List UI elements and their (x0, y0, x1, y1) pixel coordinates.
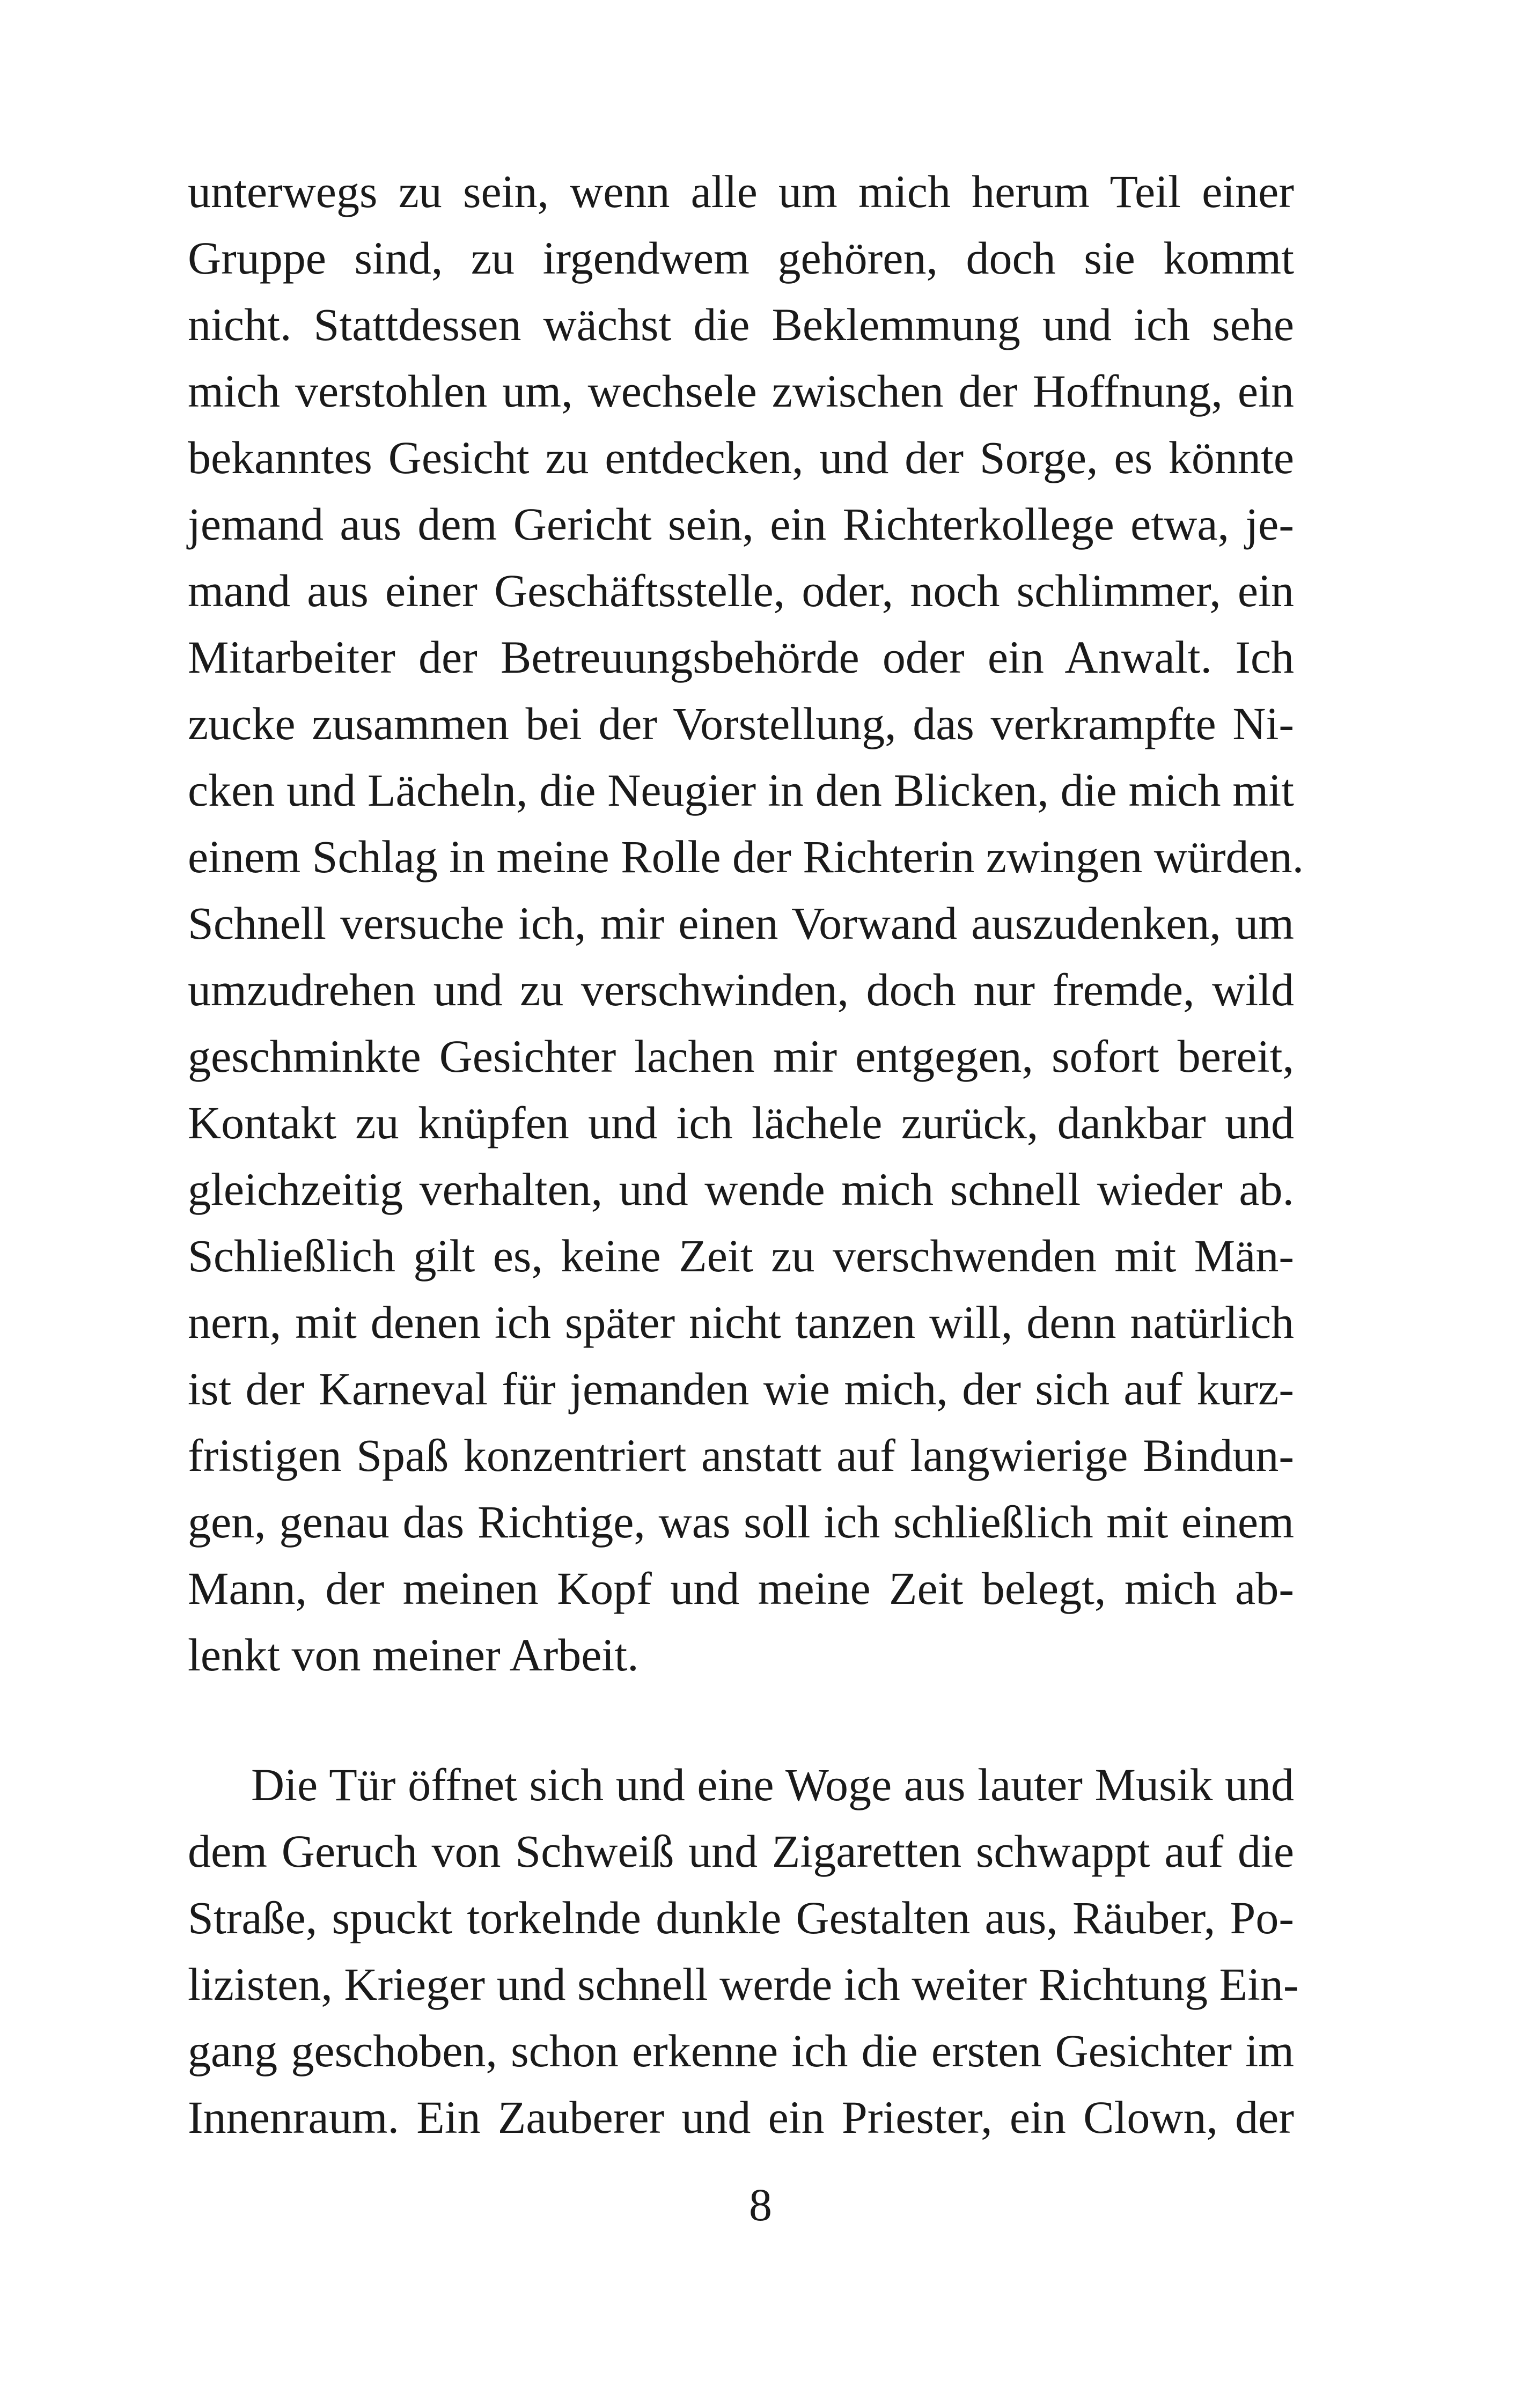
paragraph-2 (188, 1751, 1299, 2151)
text-line: gen, genau das Richtige, was soll ich schließlich mit einem (188, 1496, 1294, 1548)
text-line: Straße, spuckt torkelnde dunkle Gestalten aus, Räuber, Po- (188, 1892, 1294, 1943)
text-line: jemand aus dem Gericht sein, ein Richterkollege etwa, je- (188, 498, 1294, 550)
text-line: ist der Karneval für jemanden wie mich, der sich auf kurz- (188, 1363, 1294, 1415)
text-line: gang geschoben, schon erkenne ich die ersten Gesichter im (188, 2025, 1294, 2076)
page-number: 8 (749, 2179, 772, 2230)
text-line: lenkt von meiner Arbeit. (188, 1629, 639, 1681)
text-line: gleichzeitig verhalten, und wende mich schnell wieder ab. (188, 1164, 1294, 1215)
text-line: nern, mit denen ich später nicht tanzen will, denn natürlich (188, 1297, 1294, 1348)
text-line: dem Geruch von Schweiß und Zigaretten schwappt auf die (188, 1825, 1294, 1877)
text-line: Mann, der meinen Kopf und meine Zeit belegt, mich ab- (188, 1563, 1294, 1614)
text-line: umzudrehen und zu verschwinden, doch nur fremde, wild (188, 964, 1294, 1015)
paragraph-1 (188, 158, 1304, 1688)
text-line: cken und Lächeln, die Neugier in den Blicken, die mich mit (188, 764, 1294, 816)
text-line: Mitarbeiter der Betreuungsbehörde oder ein Anwalt. Ich (188, 631, 1294, 683)
text-line: zucke zusammen bei der Vorstellung, das verkrampfte Ni- (188, 698, 1294, 749)
text-line: Schnell versuche ich, mir einen Vorwand auszudenken, um (188, 897, 1294, 949)
text-line: mich verstohlen um, wechsele zwischen der Hoffnung, ein (188, 365, 1294, 417)
text-line: fristigen Spaß konzentriert anstatt auf langwierige Bindun- (188, 1430, 1294, 1481)
text-line: bekanntes Gesicht zu entdecken, und der Sorge, es könnte (188, 432, 1294, 483)
text-line: lizisten, Krieger und schnell werde ich weiter Richtung Ein- (188, 1958, 1299, 2010)
text-line: nicht. Stattdessen wächst die Beklemmung und ich sehe (188, 299, 1294, 350)
text-line: einem Schlag in meine Rolle der Richterin zwingen würden. (188, 831, 1304, 882)
text-line: Innenraum. Ein Zauberer und ein Priester, ein Clown, der (188, 2092, 1294, 2143)
text-line: unterwegs zu sein, wenn alle um mich herum Teil einer (188, 166, 1294, 217)
text-line: geschminkte Gesichter lachen mir entgegen, sofort bereit, (188, 1030, 1294, 1082)
text-line: Schließlich gilt es, keine Zeit zu verschwenden mit Män- (188, 1230, 1294, 1282)
text-line: mand aus einer Geschäftsstelle, oder, noch schlimmer, ein (188, 565, 1294, 616)
text-line: Die Tür öffnet sich und eine Woge aus lauter Musik und (251, 1759, 1294, 1810)
text-line: Kontakt zu knüpfen und ich lächele zurück, dankbar und (188, 1097, 1294, 1148)
text-line: Gruppe sind, zu irgendwem gehören, doch sie kommt (188, 232, 1294, 284)
